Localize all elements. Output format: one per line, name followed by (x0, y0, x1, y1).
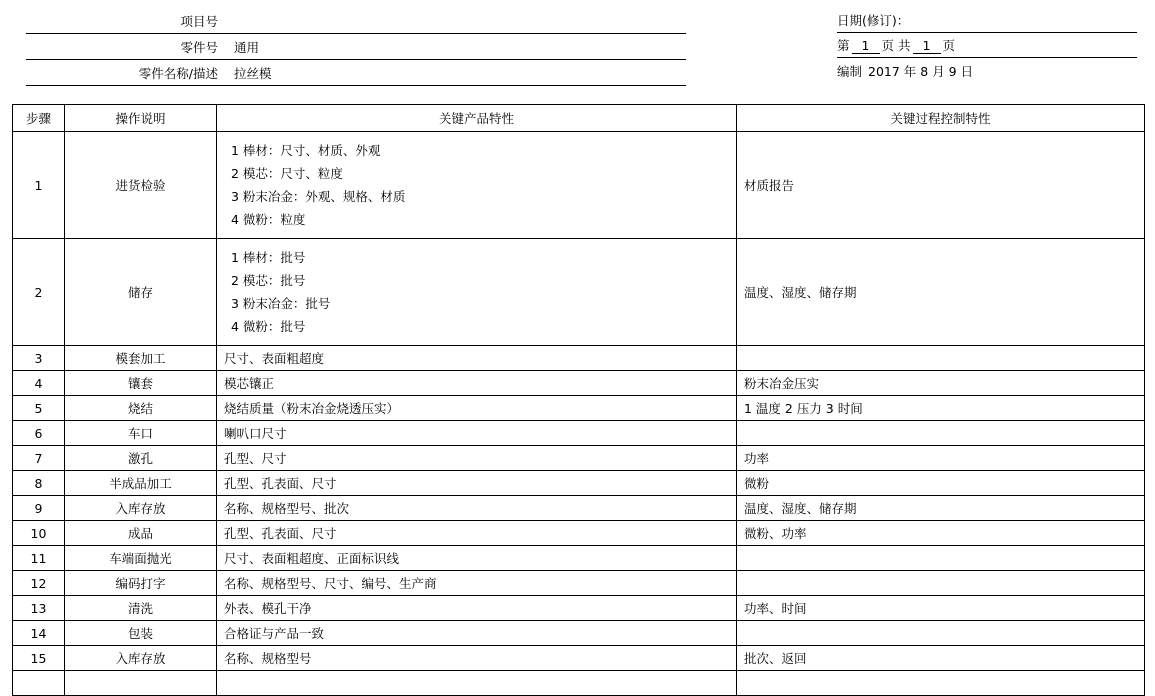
page-prefix-label: 第 (837, 38, 850, 53)
cell-process-control: 材质报告 (737, 132, 1145, 239)
process-control-table (12, 104, 1145, 696)
cell-process-control (737, 346, 1145, 371)
cell-process-control: 粉末冶金压实 (737, 371, 1145, 396)
part-name-value: 拉丝模 (234, 66, 272, 81)
cell-operation: 模套加工 (65, 346, 217, 371)
project-number-label: 项目号 (180, 14, 218, 29)
cell-step: 8 (13, 471, 65, 496)
cell-operation: 车端面抛光 (65, 546, 217, 571)
cell-step: 1 (13, 132, 65, 239)
cell-product-characteristic: 名称、规格型号、尺寸、编号、生产商 (217, 571, 737, 596)
date-label: 日期(修订)： (837, 13, 910, 28)
cell-product-characteristic: 名称、规格型号 (217, 646, 737, 671)
cell-operation: 成品 (65, 521, 217, 546)
cell-step: 3 (13, 346, 65, 371)
page-middle-label: 页 共 (881, 38, 911, 53)
cell-step: 11 (13, 546, 65, 571)
list-item: 4 微粉：粒度 (231, 212, 306, 227)
cell-product-characteristic: 烧结质量（粉末冶金烧透压实） (217, 396, 737, 421)
cell-operation: 车口 (65, 421, 217, 446)
table-row (13, 596, 1145, 621)
column-header-step: 步骤 (13, 105, 65, 132)
cell-step (13, 671, 65, 696)
cell-product-characteristic: 孔型、孔表面、尺寸 (217, 471, 737, 496)
cell-product-characteristic: 模芯镶正 (217, 371, 737, 396)
cell-product-characteristic: 喇叭口尺寸 (217, 421, 737, 446)
cell-step: 13 (13, 596, 65, 621)
header-row-project (26, 8, 686, 34)
cell-process-control: 1 温度 2 压力 3 时间 (737, 396, 1145, 421)
cell-operation: 入库存放 (65, 496, 217, 521)
page-total-value: 1 (913, 38, 941, 54)
cell-operation: 镶套 (65, 371, 217, 396)
cell-operation: 激孔 (65, 446, 217, 471)
column-header-process-control-characteristic: 关键过程控制特性 (737, 105, 1145, 132)
list-item: 2 模芯：尺寸、粒度 (231, 166, 343, 181)
cell-process-control: 温度、湿度、储存期 (737, 496, 1145, 521)
table-row (13, 371, 1145, 396)
list-item: 4 微粉：批号 (231, 319, 306, 334)
cell-process-control: 微粉、功率 (737, 521, 1145, 546)
header-row-part-number (26, 34, 686, 60)
list-item: 2 模芯：批号 (231, 273, 306, 288)
table-header-row (13, 105, 1145, 132)
cell-process-control (737, 421, 1145, 446)
table-row (13, 521, 1145, 546)
table-row (13, 421, 1145, 446)
cell-operation: 入库存放 (65, 646, 217, 671)
cell-process-control: 批次、返回 (737, 646, 1145, 671)
prepared-label: 编制 (837, 64, 863, 79)
cell-product-characteristic: 名称、规格型号、批次 (217, 496, 737, 521)
table-row (13, 671, 1145, 696)
cell-operation: 储存 (65, 239, 217, 346)
table-row (13, 646, 1145, 671)
cell-process-control (737, 621, 1145, 646)
header-left-block (26, 8, 686, 86)
cell-product-characteristic (217, 239, 737, 346)
cell-step: 5 (13, 396, 65, 421)
cell-operation: 半成品加工 (65, 471, 217, 496)
column-header-operation: 操作说明 (65, 105, 217, 132)
list-item: 1 棒材：批号 (231, 250, 306, 265)
part-name-label: 零件名称/描述 (138, 66, 218, 81)
list-item: 1 棒材：尺寸、材质、外观 (231, 143, 381, 158)
cell-product-characteristic: 尺寸、表面粗超度 (217, 346, 737, 371)
part-number-value: 通用 (234, 40, 260, 55)
cell-step: 15 (13, 646, 65, 671)
table-row (13, 446, 1145, 471)
table-row (13, 496, 1145, 521)
cell-step: 2 (13, 239, 65, 346)
cell-step: 10 (13, 521, 65, 546)
header-row-page (837, 33, 1137, 58)
cell-process-control (737, 571, 1145, 596)
document-header (0, 0, 1155, 86)
cell-process-control: 功率、时间 (737, 596, 1145, 621)
cell-process-control: 微粉 (737, 471, 1145, 496)
cell-product-characteristic: 外表、模孔干净 (217, 596, 737, 621)
table-row (13, 621, 1145, 646)
table-row (13, 132, 1145, 239)
cell-product-characteristic: 孔型、孔表面、尺寸 (217, 521, 737, 546)
part-number-label: 零件号 (180, 40, 218, 55)
table-row (13, 396, 1145, 421)
table-row (13, 239, 1145, 346)
page-current-value: 1 (852, 38, 880, 54)
cell-operation: 包装 (65, 621, 217, 646)
cell-process-control: 功率 (737, 446, 1145, 471)
cell-operation: 清洗 (65, 596, 217, 621)
cell-process-control: 温度、湿度、储存期 (737, 239, 1145, 346)
product-characteristic-list (224, 133, 735, 237)
column-header-product-characteristic: 关键产品特性 (217, 105, 737, 132)
cell-step: 14 (13, 621, 65, 646)
project-number-value (226, 30, 686, 33)
cell-process-control (737, 546, 1145, 571)
table-row (13, 571, 1145, 596)
cell-step: 6 (13, 421, 65, 446)
header-row-date (837, 8, 1137, 33)
header-row-prepared (837, 58, 1137, 83)
cell-operation (65, 671, 217, 696)
list-item: 3 粉末冶金：外观、规格、材质 (231, 189, 406, 204)
cell-product-characteristic (217, 671, 737, 696)
cell-step: 12 (13, 571, 65, 596)
cell-product-characteristic (217, 132, 737, 239)
page-suffix-label: 页 (942, 38, 956, 53)
product-characteristic-list (224, 240, 735, 344)
process-table-wrapper (12, 104, 1145, 696)
table-row (13, 346, 1145, 371)
cell-product-characteristic: 合格证与产品一致 (217, 621, 737, 646)
cell-step: 9 (13, 496, 65, 521)
table-row (13, 471, 1145, 496)
cell-step: 4 (13, 371, 65, 396)
header-row-part-name (26, 60, 686, 86)
cell-operation: 烧结 (65, 396, 217, 421)
header-right-block (837, 8, 1137, 83)
prepared-value: 2017 年 8 月 9 日 (868, 64, 974, 79)
cell-operation: 进货检验 (65, 132, 217, 239)
cell-product-characteristic: 尺寸、表面粗超度、正面标识线 (217, 546, 737, 571)
cell-process-control (737, 671, 1145, 696)
list-item: 3 粉末冶金：批号 (231, 296, 331, 311)
cell-step: 7 (13, 446, 65, 471)
cell-operation: 编码打字 (65, 571, 217, 596)
table-row (13, 546, 1145, 571)
cell-product-characteristic: 孔型、尺寸 (217, 446, 737, 471)
